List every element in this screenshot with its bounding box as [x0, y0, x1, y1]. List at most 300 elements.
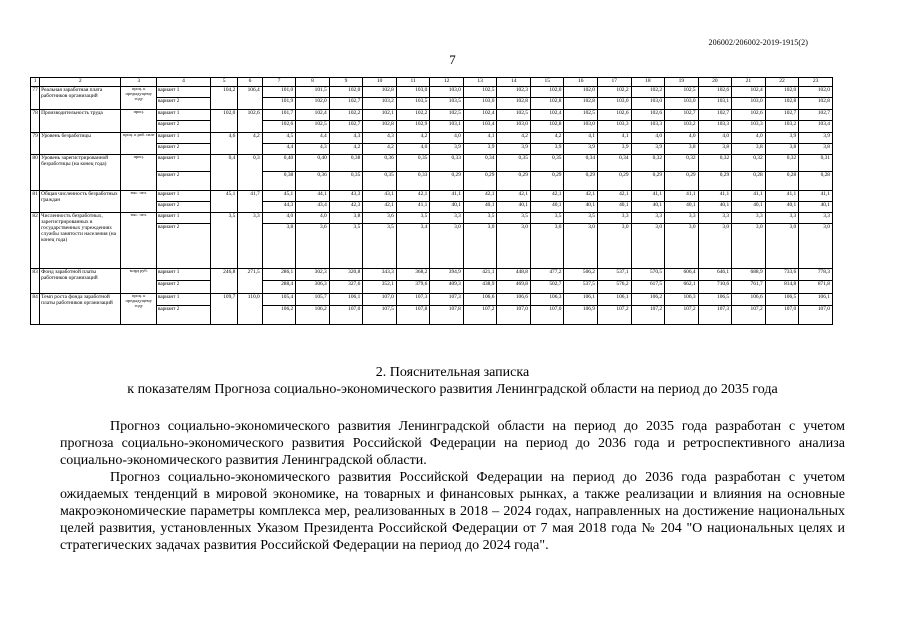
value-cell: 3,0	[430, 224, 464, 269]
value-cell: 106,1	[799, 294, 833, 306]
value-cell: 103,2	[765, 121, 799, 133]
value-cell: 0,4	[210, 155, 237, 191]
value-cell: 409,3	[430, 281, 464, 294]
value-cell: 576,2	[598, 281, 632, 294]
variant-label: вариант 2	[157, 281, 211, 294]
value-cell: 102,9	[396, 121, 430, 133]
value-cell: 102,0	[564, 87, 598, 98]
value-cell: 537,5	[564, 281, 598, 294]
value-cell: 41,1	[631, 191, 665, 202]
value-cell: 0,34	[463, 155, 497, 172]
value-cell: 40,1	[698, 202, 732, 213]
value-cell: 103,0	[430, 87, 464, 98]
value-cell: 102,7	[329, 121, 363, 133]
value-cell: 646,1	[698, 269, 732, 281]
value-cell: 41,1	[732, 191, 766, 202]
unit-cell: тыс. чел.	[121, 213, 157, 269]
variant-label: вариант 1	[157, 110, 211, 121]
value-cell: 3,3	[631, 213, 665, 224]
value-cell: 107,2	[732, 306, 766, 325]
value-cell: 4,4	[296, 133, 330, 144]
unit-cell: тыс. чел.	[121, 191, 157, 213]
value-cell: 4,5	[262, 133, 296, 144]
column-header: 11	[396, 78, 430, 87]
value-cell: 101,9	[262, 98, 296, 110]
value-cell: 102,5	[497, 110, 531, 121]
value-cell: 246,8	[210, 269, 237, 294]
value-cell: 102,4	[732, 87, 766, 98]
table-row	[31, 155, 833, 172]
value-cell: 0,32	[765, 155, 799, 172]
value-cell: 733,6	[765, 269, 799, 281]
value-cell: 40,1	[665, 202, 699, 213]
value-cell: 102,5	[463, 87, 497, 98]
value-cell: 0,38	[262, 172, 296, 191]
value-cell: 42,1	[530, 191, 564, 202]
value-cell: 107,5	[363, 306, 397, 325]
value-cell: 0,29	[530, 172, 564, 191]
value-cell: 3,8	[329, 213, 363, 224]
value-cell: 41,1	[765, 191, 799, 202]
value-cell: 4,6	[210, 133, 237, 155]
row-number: 80	[31, 155, 40, 191]
value-cell: 102,7	[698, 110, 732, 121]
value-cell: 102,6	[238, 110, 262, 133]
table-header-row	[31, 78, 833, 87]
value-cell: 102,2	[396, 110, 430, 121]
value-cell: 0,38	[329, 155, 363, 172]
value-cell: 379,6	[396, 281, 430, 294]
value-cell: 106,2	[296, 306, 330, 325]
value-cell: 102,6	[732, 110, 766, 121]
value-cell: 41,7	[238, 191, 262, 213]
value-cell: 102,0	[329, 87, 363, 98]
value-cell: 102,7	[665, 110, 699, 121]
value-cell: 106,3	[530, 294, 564, 306]
value-cell: 448,8	[497, 269, 531, 281]
value-cell: 306,3	[296, 281, 330, 294]
value-cell: 3,4	[396, 224, 430, 269]
value-cell: 4,1	[463, 133, 497, 144]
value-cell: 107,3	[430, 294, 464, 306]
value-cell: 4,2	[497, 133, 531, 144]
column-header: 21	[732, 78, 766, 87]
value-cell: 4,1	[564, 133, 598, 144]
value-cell: 103,1	[698, 98, 732, 110]
column-header: 13	[463, 78, 497, 87]
value-cell: 41,1	[799, 191, 833, 202]
value-cell: 302,3	[296, 269, 330, 281]
value-cell: 107,0	[363, 294, 397, 306]
value-cell: 40,1	[564, 202, 598, 213]
value-cell: 0,32	[631, 155, 665, 172]
value-cell: 421,1	[463, 269, 497, 281]
value-cell: 102,6	[598, 110, 632, 121]
row-number: 84	[31, 294, 40, 325]
value-cell: 106,2	[262, 306, 296, 325]
value-cell: 0,29	[430, 172, 464, 191]
value-cell: 45,1	[210, 191, 237, 213]
page-number: 7	[449, 52, 456, 67]
value-cell: 106,2	[631, 294, 665, 306]
value-cell: 107,0	[329, 306, 363, 325]
value-cell: 102,6	[631, 110, 665, 121]
value-cell: 0,35	[363, 172, 397, 191]
value-cell: 42,3	[329, 202, 363, 213]
value-cell: 102,0	[799, 87, 833, 98]
value-cell: 0,36	[363, 155, 397, 172]
value-cell: 102,2	[631, 87, 665, 98]
value-cell: 102,0	[296, 98, 330, 110]
value-cell: 4,0	[665, 133, 699, 144]
variant-label: вариант 1	[157, 87, 211, 98]
value-cell: 40,1	[732, 202, 766, 213]
variant-label: вариант 2	[157, 224, 211, 269]
variant-label: вариант 1	[157, 294, 211, 306]
value-cell: 107,0	[530, 306, 564, 325]
value-cell: 0,28	[765, 172, 799, 191]
column-header: 5	[210, 78, 237, 87]
value-cell: 44,1	[296, 191, 330, 202]
value-cell: 42,1	[363, 202, 397, 213]
value-cell: 3,9	[564, 144, 598, 155]
row-number: 78	[31, 110, 40, 133]
row-number: 83	[31, 269, 40, 294]
column-header: 16	[564, 78, 598, 87]
value-cell: 107,3	[698, 306, 732, 325]
value-cell: 42,1	[463, 191, 497, 202]
value-cell: 327,6	[329, 281, 363, 294]
value-cell: 3,3	[238, 213, 262, 269]
value-cell: 4,0	[430, 133, 464, 144]
value-cell: 103,2	[665, 121, 699, 133]
value-cell: 40,1	[799, 202, 833, 213]
variant-label: вариант 1	[157, 269, 211, 281]
row-number: 81	[31, 191, 40, 213]
value-cell: 102,4	[463, 110, 497, 121]
column-header: 6	[238, 78, 262, 87]
value-cell: 44,3	[262, 202, 296, 213]
unit-cell: проц. к предыдущему году	[121, 294, 157, 325]
table-row	[31, 269, 833, 281]
value-cell: 3,0	[564, 224, 598, 269]
value-cell: 0,31	[799, 155, 833, 172]
value-cell: 102,8	[497, 98, 531, 110]
value-cell: 271,5	[238, 269, 262, 294]
value-cell: 0,29	[631, 172, 665, 191]
unit-cell: проц. к предыдущему году	[121, 87, 157, 110]
value-cell: 103,3	[732, 121, 766, 133]
value-cell: 3,8	[698, 144, 732, 155]
value-cell: 3,9	[598, 144, 632, 155]
value-cell: 288,4	[262, 281, 296, 294]
paragraph-2: Прогноз социально-экономического развития Российской Федерации на период до 2036 года разработан с учетом ожидаемых тенденций в мировой экономике, на товарных и финансовых рынках, а также реализации и влияния на основные макроэкономические параметры комплекса мер, реализованных в 2018 – 2024 годах, направленных на достижение национальных целей развития, установленных Указом Президента Российской Федерации от 7 мая 2018 года № 204 "О национальных целях и стратегических задачах развития Российской Федерации на период до 2024 года".	[60, 470, 845, 553]
value-cell: 40,1	[497, 202, 531, 213]
value-cell: 43,3	[329, 191, 363, 202]
value-cell: 3,3	[765, 213, 799, 224]
value-cell: 0,33	[430, 155, 464, 172]
column-header: 4	[157, 78, 211, 87]
value-cell: 0,32	[698, 155, 732, 172]
value-cell: 0,34	[564, 155, 598, 172]
value-cell: 3,0	[698, 224, 732, 269]
value-cell: 101,5	[296, 87, 330, 98]
value-cell: 0,35	[396, 155, 430, 172]
value-cell: 0,29	[665, 172, 699, 191]
value-cell: 0,28	[732, 172, 766, 191]
column-header: 9	[329, 78, 363, 87]
value-cell: 103,0	[598, 98, 632, 110]
value-cell: 4,2	[530, 133, 564, 144]
variant-label: вариант 1	[157, 155, 211, 172]
value-cell: 102,4	[530, 110, 564, 121]
value-cell: 320,8	[329, 269, 363, 281]
variant-label: вариант 2	[157, 144, 211, 155]
value-cell: 0,33	[396, 172, 430, 191]
unit-cell: проц. к раб. силе	[121, 133, 157, 155]
value-cell: 106,1	[564, 294, 598, 306]
value-cell: 814,8	[765, 281, 799, 294]
variant-label: вариант 2	[157, 98, 211, 110]
value-cell: 42,1	[396, 191, 430, 202]
column-header: 1	[31, 78, 40, 87]
column-header: 18	[631, 78, 665, 87]
value-cell: 4,0	[631, 133, 665, 144]
value-cell: 40,1	[430, 202, 464, 213]
value-cell: 107,8	[430, 306, 464, 325]
indicator-name: Уровень зарегистрированной безработицы (на конец года)	[40, 155, 121, 191]
value-cell: 4,3	[363, 133, 397, 144]
value-cell: 3,8	[262, 224, 296, 269]
value-cell: 4,2	[396, 133, 430, 144]
column-header: 19	[665, 78, 699, 87]
value-cell: 103,5	[430, 98, 464, 110]
value-cell: 40,1	[463, 202, 497, 213]
table-row	[31, 87, 833, 98]
value-cell: 102,8	[799, 98, 833, 110]
value-cell: 3,5	[463, 213, 497, 224]
value-cell: 4,0	[698, 133, 732, 144]
value-cell: 102,2	[329, 110, 363, 121]
value-cell: 3,6	[296, 224, 330, 269]
value-cell: 778,3	[799, 269, 833, 281]
value-cell: 352,1	[363, 281, 397, 294]
column-header: 10	[363, 78, 397, 87]
value-cell: 3,5	[530, 213, 564, 224]
value-cell: 394,9	[430, 269, 464, 281]
column-header: 7	[262, 78, 296, 87]
value-cell: 4,0	[732, 133, 766, 144]
value-cell: 343,3	[363, 269, 397, 281]
value-cell: 102,8	[363, 121, 397, 133]
value-cell: 0,40	[262, 155, 296, 172]
value-cell: 103,1	[430, 121, 464, 133]
value-cell: 103,0	[463, 98, 497, 110]
value-cell: 4,0	[296, 213, 330, 224]
value-cell: 106,5	[765, 294, 799, 306]
value-cell: 101,7	[262, 110, 296, 121]
value-cell: 102,6	[262, 121, 296, 133]
value-cell: 3,3	[698, 213, 732, 224]
value-cell: 106,6	[497, 294, 531, 306]
value-cell: 106,6	[732, 294, 766, 306]
value-cell: 3,9	[631, 144, 665, 155]
value-cell: 102,7	[329, 98, 363, 110]
value-cell: 0,29	[497, 172, 531, 191]
value-cell: 107,2	[598, 306, 632, 325]
value-cell: 103,0	[497, 121, 531, 133]
value-cell: 103,2	[363, 98, 397, 110]
value-cell: 3,3	[799, 213, 833, 224]
table-row	[31, 294, 833, 306]
value-cell: 102,0	[210, 110, 237, 133]
value-cell: 102,5	[564, 110, 598, 121]
value-cell: 3,0	[732, 224, 766, 269]
value-cell: 438,9	[463, 281, 497, 294]
value-cell: 106,4	[238, 87, 262, 110]
value-cell: 103,5	[396, 98, 430, 110]
value-cell: 102,7	[799, 110, 833, 121]
value-cell: 3,0	[598, 224, 632, 269]
value-cell: 477,2	[530, 269, 564, 281]
value-cell: 40,1	[765, 202, 799, 213]
value-cell: 617,5	[631, 281, 665, 294]
value-cell: 4,0	[262, 213, 296, 224]
value-cell: 3,0	[463, 224, 497, 269]
column-header: 15	[530, 78, 564, 87]
value-cell: 3,9	[497, 144, 531, 155]
column-header: 17	[598, 78, 632, 87]
value-cell: 103,3	[698, 121, 732, 133]
value-cell: 109,7	[210, 294, 237, 325]
value-cell: 3,8	[665, 144, 699, 155]
value-cell: 3,9	[463, 144, 497, 155]
section-heading: 2. Пояснительная записка	[375, 365, 530, 380]
value-cell: 0,40	[296, 155, 330, 172]
value-cell: 4,2	[363, 144, 397, 155]
indicator-name: Общая численность безработных граждан	[40, 191, 121, 213]
value-cell: 45,1	[262, 191, 296, 202]
unit-cell: млрд руб.	[121, 269, 157, 294]
value-cell: 469,8	[497, 281, 531, 294]
value-cell: 103,3	[598, 121, 632, 133]
column-header: 23	[799, 78, 833, 87]
value-cell: 106,5	[698, 294, 732, 306]
value-cell: 286,1	[262, 269, 296, 281]
value-cell: 4,2	[238, 133, 262, 155]
value-cell: 107,8	[396, 306, 430, 325]
value-cell: 3,0	[631, 224, 665, 269]
value-cell: 103,0	[396, 87, 430, 98]
table-row	[31, 133, 833, 144]
value-cell: 42,1	[497, 191, 531, 202]
column-header: 14	[497, 78, 531, 87]
value-cell: 3,5	[396, 213, 430, 224]
value-cell: 102,8	[564, 98, 598, 110]
row-number: 82	[31, 213, 40, 269]
value-cell: 105,7	[296, 294, 330, 306]
value-cell: 3,0	[799, 224, 833, 269]
value-cell: 570,5	[631, 269, 665, 281]
value-cell: 102,4	[296, 110, 330, 121]
value-cell: 102,8	[363, 87, 397, 98]
value-cell: 40,1	[530, 202, 564, 213]
value-cell: 662,1	[665, 281, 699, 294]
value-cell: 871,8	[799, 281, 833, 294]
value-cell: 3,3	[430, 213, 464, 224]
value-cell: 102,7	[765, 110, 799, 121]
value-cell: 4,4	[262, 144, 296, 155]
value-cell: 3,0	[765, 224, 799, 269]
value-cell: 103,0	[631, 98, 665, 110]
value-cell: 107,2	[665, 306, 699, 325]
value-cell: 3,3	[598, 213, 632, 224]
value-cell: 102,2	[598, 87, 632, 98]
indicator-name: Реальная заработная плата работников организаций	[40, 87, 121, 110]
column-header: 12	[430, 78, 464, 87]
value-cell: 502,7	[530, 281, 564, 294]
value-cell: 103,0	[564, 121, 598, 133]
value-cell: 106,3	[665, 294, 699, 306]
value-cell: 103,0	[732, 98, 766, 110]
value-cell: 3,5	[564, 213, 598, 224]
row-number: 77	[31, 87, 40, 110]
variant-label: вариант 1	[157, 213, 211, 224]
value-cell: 3,8	[765, 144, 799, 155]
value-cell: 102,6	[698, 87, 732, 98]
value-cell: 0,3	[238, 155, 262, 191]
value-cell: 3,5	[363, 224, 397, 269]
value-cell: 4,3	[296, 144, 330, 155]
value-cell: 103,3	[631, 121, 665, 133]
value-cell: 42,1	[598, 191, 632, 202]
forecast-table	[30, 77, 833, 325]
value-cell: 43,4	[296, 202, 330, 213]
indicator-name: Темп роста фонда заработной платы работников организаций	[40, 294, 121, 325]
value-cell: 106,9	[564, 306, 598, 325]
value-cell: 102,8	[530, 121, 564, 133]
value-cell: 0,35	[329, 172, 363, 191]
indicator-name: Уровень безработицы	[40, 133, 121, 155]
value-cell: 104,2	[210, 87, 237, 110]
value-cell: 3,5	[329, 224, 363, 269]
value-cell: 40,1	[598, 202, 632, 213]
value-cell: 3,9	[430, 144, 464, 155]
value-cell: 3,9	[530, 144, 564, 155]
unit-cell: проц.	[121, 110, 157, 133]
variant-label: вариант 2	[157, 172, 211, 191]
value-cell: 761,7	[732, 281, 766, 294]
value-cell: 3,6	[363, 213, 397, 224]
value-cell: 3,0	[530, 224, 564, 269]
column-header: 3	[121, 78, 157, 87]
column-header: 20	[698, 78, 732, 87]
value-cell: 688,9	[732, 269, 766, 281]
value-cell: 107,0	[799, 306, 833, 325]
indicator-name: Численность безработных, зарегистрированных в государственных учреждениях службы занятости населения (на конец года)	[40, 213, 121, 269]
value-cell: 110,0	[238, 294, 262, 325]
value-cell: 0,35	[530, 155, 564, 172]
value-cell: 4,3	[329, 133, 363, 144]
value-cell: 0,32	[665, 155, 699, 172]
row-number: 79	[31, 133, 40, 155]
value-cell: 42,1	[564, 191, 598, 202]
value-cell: 103,4	[463, 121, 497, 133]
value-cell: 710,6	[698, 281, 732, 294]
value-cell: 0,29	[698, 172, 732, 191]
column-header: 22	[765, 78, 799, 87]
table-row	[31, 191, 833, 202]
